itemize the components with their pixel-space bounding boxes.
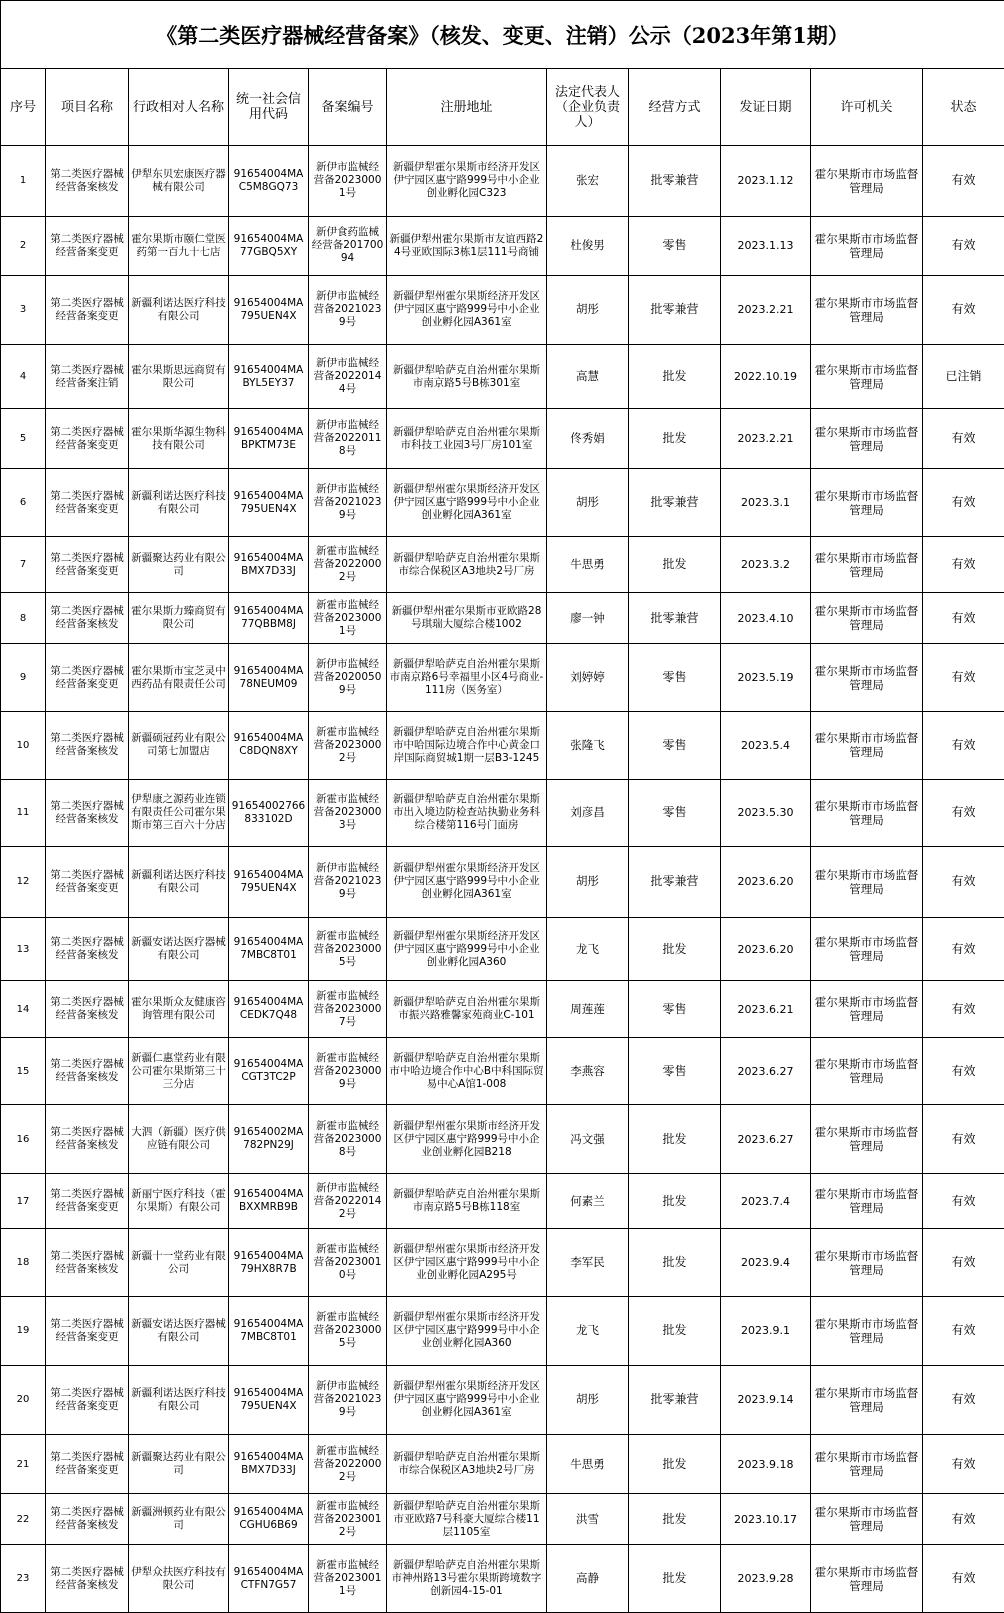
cell-agency: 霍尔果斯市市场监督管理局 [811, 1493, 923, 1544]
cell-code: 91654004MA77GBQ5XY [229, 216, 309, 276]
cell-status: 有效 [923, 1297, 1004, 1366]
cell-agency: 霍尔果斯市市场监督管理局 [811, 146, 923, 217]
cell-seq: 10 [1, 711, 46, 779]
cell-agency: 霍尔果斯市市场监督管理局 [811, 537, 923, 592]
table-row [1, 1229, 1004, 1297]
cell-rep: 胡彤 [547, 276, 629, 345]
cell-code: 91654004MACGT3TC2P [229, 1037, 309, 1105]
table-row [1, 468, 1004, 537]
cell-address: 新疆伊犁哈萨克自治州霍尔果斯市亚欧路7号科豪大厦综合楼11层1105室 [387, 1493, 547, 1544]
cell-code: 91654004MA78NEUM09 [229, 644, 309, 712]
cell-date: 2022.10.19 [721, 344, 811, 409]
cell-record: 新伊市监械经营备20200509号 [309, 644, 387, 712]
cell-status: 有效 [923, 1105, 1004, 1174]
cell-date: 2023.9.4 [721, 1229, 811, 1297]
cell-code: 91654004MA7MBC8T01 [229, 917, 309, 981]
cell-code: 91654004MABYL5EY37 [229, 344, 309, 409]
cell-rep: 高慧 [547, 344, 629, 409]
cell-mode: 批发 [629, 1229, 721, 1297]
cell-status: 有效 [923, 216, 1004, 276]
cell-agency: 霍尔果斯市市场监督管理局 [811, 981, 923, 1038]
cell-rep: 高静 [547, 1545, 629, 1613]
cell-record: 新霍市监械经营备20220002号 [309, 1435, 387, 1494]
cell-code: 91654004MAC8DQN8XY [229, 711, 309, 779]
cell-project: 第二类医疗器械经营备案核发 [46, 1037, 129, 1105]
cell-agency: 霍尔果斯市市场监督管理局 [811, 917, 923, 981]
cell-code: 91654004MABPKTM73E [229, 409, 309, 469]
cell-record: 新伊食药监械经营备20170094 [309, 216, 387, 276]
cell-rep: 胡彤 [547, 847, 629, 918]
cell-address: 新疆伊犁州霍尔果斯经济开发区伊宁园区惠宁路999号中小企业创业孵化园A360 [387, 917, 547, 981]
table-row [1, 216, 1004, 276]
cell-date: 2023.3.1 [721, 468, 811, 537]
cell-mode: 批发 [629, 1545, 721, 1613]
cell-status: 有效 [923, 1174, 1004, 1229]
cell-address: 新疆伊犁州霍尔果斯市经济开发区伊宁园区惠宁路999号中小企业创业孵化园A360 [387, 1297, 547, 1366]
cell-project: 第二类医疗器械经营备案变更 [46, 409, 129, 469]
cell-rep: 刘彦昌 [547, 779, 629, 847]
cell-address: 新疆伊犁哈萨克自治州霍尔果斯市出入境边防检查站执勤业务科综合楼第116号门面房 [387, 779, 547, 847]
cell-seq: 18 [1, 1229, 46, 1297]
cell-mode: 批零兼营 [629, 276, 721, 345]
cell-project: 第二类医疗器械经营备案核发 [46, 917, 129, 981]
cell-record: 新霍市监械经营备20230005号 [309, 917, 387, 981]
cell-status: 有效 [923, 1545, 1004, 1613]
cell-agency: 霍尔果斯市市场监督管理局 [811, 216, 923, 276]
cell-date: 2023.6.21 [721, 981, 811, 1038]
cell-code: 91654004MABMX7D33J [229, 537, 309, 592]
cell-name: 霍尔果斯市颐仁堂医药第一百九十七店 [129, 216, 229, 276]
cell-status: 有效 [923, 1229, 1004, 1297]
cell-mode: 零售 [629, 981, 721, 1038]
cell-date: 2023.9.28 [721, 1545, 811, 1613]
table-row [1, 644, 1004, 712]
cell-code: 91654004MA795UEN4X [229, 276, 309, 345]
cell-name: 新疆聚达药业有限公司 [129, 1435, 229, 1494]
header-name: 行政相对人名称 [129, 69, 229, 146]
cell-seq: 17 [1, 1174, 46, 1229]
cell-status: 有效 [923, 644, 1004, 712]
cell-mode: 批零兼营 [629, 468, 721, 537]
cell-agency: 霍尔果斯市市场监督管理局 [811, 592, 923, 643]
cell-seq: 7 [1, 537, 46, 592]
cell-date: 2023.4.10 [721, 592, 811, 643]
cell-record: 新霍市监械经营备20230009号 [309, 1037, 387, 1105]
cell-seq: 9 [1, 644, 46, 712]
cell-project: 第二类医疗器械经营备案变更 [46, 276, 129, 345]
cell-project: 第二类医疗器械经营备案核发 [46, 711, 129, 779]
cell-status: 有效 [923, 537, 1004, 592]
cell-code: 91654004MABMX7D33J [229, 1435, 309, 1494]
cell-record: 新伊市监械经营备20220144号 [309, 344, 387, 409]
cell-record: 新霍市监械经营备20230010号 [309, 1229, 387, 1297]
cell-address: 新疆伊犁州霍尔果斯市经济开发区伊宁园区惠宁路999号中小企业创业孵化园B218 [387, 1105, 547, 1174]
cell-rep: 李军民 [547, 1229, 629, 1297]
cell-name: 霍尔果斯市宝芝灵中西药品有限责任公司 [129, 644, 229, 712]
cell-project: 第二类医疗器械经营备案变更 [46, 1174, 129, 1229]
cell-name: 新疆仁惠堂药业有限公司霍尔果斯第三十三分店 [129, 1037, 229, 1105]
cell-code: 91654002MA782PN29J [229, 1105, 309, 1174]
cell-code: 91654004MA79HX8R7B [229, 1229, 309, 1297]
cell-seq: 23 [1, 1545, 46, 1613]
cell-mode: 批零兼营 [629, 1365, 721, 1435]
cell-mode: 批发 [629, 1435, 721, 1494]
header-date: 发证日期 [721, 69, 811, 146]
cell-agency: 霍尔果斯市市场监督管理局 [811, 1105, 923, 1174]
table-row [1, 409, 1004, 469]
cell-status: 有效 [923, 917, 1004, 981]
cell-date: 2023.6.27 [721, 1037, 811, 1105]
cell-address: 新疆伊犁州霍尔果斯经济开发区伊宁园区惠宁路999号中小企业创业孵化园A361室 [387, 1365, 547, 1435]
cell-address: 新疆伊犁州霍尔果斯市经济开发区伊宁园区惠宁路999号中小企业创业孵化园A295号 [387, 1229, 547, 1297]
cell-name: 大泗（新疆）医疗供应链有限公司 [129, 1105, 229, 1174]
cell-agency: 霍尔果斯市市场监督管理局 [811, 1174, 923, 1229]
cell-agency: 霍尔果斯市市场监督管理局 [811, 1037, 923, 1105]
cell-mode: 批发 [629, 537, 721, 592]
cell-address: 新疆伊犁州霍尔果斯经济开发区伊宁园区惠宁路999号中小企业创业孵化园A361室 [387, 468, 547, 537]
cell-seq: 4 [1, 344, 46, 409]
cell-record: 新霍市监械经营备20220002号 [309, 537, 387, 592]
cell-rep: 刘婷婷 [547, 644, 629, 712]
cell-name: 新疆利诺达医疗科技有限公司 [129, 1365, 229, 1435]
cell-mode: 批发 [629, 409, 721, 469]
cell-agency: 霍尔果斯市市场监督管理局 [811, 1435, 923, 1494]
cell-date: 2023.5.30 [721, 779, 811, 847]
cell-rep: 何素兰 [547, 1174, 629, 1229]
cell-seq: 15 [1, 1037, 46, 1105]
table-row [1, 981, 1004, 1038]
cell-project: 第二类医疗器械经营备案变更 [46, 216, 129, 276]
page-title: 《第二类医疗器械经营备案》（核发、变更、注销）公示（2023年第1期） [1, 1, 1004, 69]
cell-seq: 8 [1, 592, 46, 643]
cell-address: 新疆伊犁哈萨克自治州霍尔果斯市神州路13号霍尔果斯跨境数字创新园4-15-01 [387, 1545, 547, 1613]
cell-code: 91654002766833102D [229, 779, 309, 847]
cell-mode: 批发 [629, 917, 721, 981]
cell-date: 2023.6.20 [721, 917, 811, 981]
cell-record: 新霍市监械经营备20230012号 [309, 1493, 387, 1544]
cell-mode: 批零兼营 [629, 592, 721, 643]
cell-date: 2023.3.2 [721, 537, 811, 592]
cell-seq: 2 [1, 216, 46, 276]
cell-status: 有效 [923, 276, 1004, 345]
cell-project: 第二类医疗器械经营备案核发 [46, 1545, 129, 1613]
cell-date: 2023.5.4 [721, 711, 811, 779]
cell-agency: 霍尔果斯市市场监督管理局 [811, 1229, 923, 1297]
cell-name: 新疆安诺达医疗器械有限公司 [129, 917, 229, 981]
cell-project: 第二类医疗器械经营备案核发 [46, 981, 129, 1038]
header-seq: 序号 [1, 69, 46, 146]
cell-record: 新伊市监械经营备20210239号 [309, 847, 387, 918]
cell-status: 有效 [923, 1493, 1004, 1544]
header-status: 状态 [923, 69, 1004, 146]
header-mode: 经营方式 [629, 69, 721, 146]
cell-name: 新疆利诺达医疗科技有限公司 [129, 847, 229, 918]
cell-record: 新伊市监械经营备20210239号 [309, 276, 387, 345]
cell-name: 新疆聚达药业有限公司 [129, 537, 229, 592]
cell-name: 伊犁东贝宏康医疗器械有限公司 [129, 146, 229, 217]
cell-agency: 霍尔果斯市市场监督管理局 [811, 711, 923, 779]
cell-name: 霍尔果斯力臻商贸有限公司 [129, 592, 229, 643]
cell-status: 有效 [923, 146, 1004, 217]
cell-date: 2023.5.19 [721, 644, 811, 712]
cell-seq: 14 [1, 981, 46, 1038]
cell-seq: 3 [1, 276, 46, 345]
cell-agency: 霍尔果斯市市场监督管理局 [811, 1545, 923, 1613]
cell-status: 有效 [923, 1037, 1004, 1105]
cell-code: 91654004MA7MBC8T01 [229, 1297, 309, 1366]
header-rep: 法定代表人（企业负责人） [547, 69, 629, 146]
cell-mode: 批发 [629, 1105, 721, 1174]
cell-mode: 批发 [629, 344, 721, 409]
cell-address: 新疆伊犁州霍尔果斯市友谊西路24号亚欧国际3栋1层111号商铺 [387, 216, 547, 276]
cell-name: 新疆洲顿药业有限公司 [129, 1493, 229, 1544]
cell-status: 有效 [923, 592, 1004, 643]
cell-date: 2023.2.21 [721, 409, 811, 469]
header-code: 统一社会信用代码 [229, 69, 309, 146]
cell-name: 新疆硕冠药业有限公司第七加盟店 [129, 711, 229, 779]
cell-agency: 霍尔果斯市市场监督管理局 [811, 779, 923, 847]
cell-rep: 冯文强 [547, 1105, 629, 1174]
cell-project: 第二类医疗器械经营备案变更 [46, 644, 129, 712]
cell-project: 第二类医疗器械经营备案注销 [46, 344, 129, 409]
cell-date: 2023.2.21 [721, 276, 811, 345]
cell-project: 第二类医疗器械经营备案核发 [46, 1229, 129, 1297]
cell-status: 有效 [923, 711, 1004, 779]
cell-status: 有效 [923, 981, 1004, 1038]
cell-status: 有效 [923, 468, 1004, 537]
cell-project: 第二类医疗器械经营备案变更 [46, 1365, 129, 1435]
cell-record: 新伊市监械经营备20210239号 [309, 468, 387, 537]
table-row [1, 1037, 1004, 1105]
cell-date: 2023.1.13 [721, 216, 811, 276]
cell-code: 91654004MACGHU6B69 [229, 1493, 309, 1544]
cell-seq: 6 [1, 468, 46, 537]
cell-status: 已注销 [923, 344, 1004, 409]
table-row [1, 592, 1004, 643]
table-row [1, 1545, 1004, 1613]
cell-record: 新伊市监械经营备20230001号 [309, 146, 387, 217]
table-row [1, 711, 1004, 779]
header-address: 注册地址 [387, 69, 547, 146]
cell-code: 91654004MACTFN7G57 [229, 1545, 309, 1613]
cell-address: 新疆伊犁州霍尔果斯经济开发区伊宁园区惠宁路999号中小企业创业孵化园A361室 [387, 847, 547, 918]
cell-name: 霍尔果斯众友健康咨询管理有限公司 [129, 981, 229, 1038]
cell-rep: 胡彤 [547, 468, 629, 537]
cell-status: 有效 [923, 1435, 1004, 1494]
cell-rep: 洪雪 [547, 1493, 629, 1544]
cell-agency: 霍尔果斯市市场监督管理局 [811, 409, 923, 469]
cell-date: 2023.9.1 [721, 1297, 811, 1366]
cell-rep: 杜俊男 [547, 216, 629, 276]
cell-date: 2023.9.14 [721, 1365, 811, 1435]
cell-name: 伊犁众扶医疗科技有限公司 [129, 1545, 229, 1613]
cell-name: 新丽宁医疗科技（霍尔果斯）有限公司 [129, 1174, 229, 1229]
table-row [1, 1435, 1004, 1494]
cell-address: 新疆伊犁州霍尔果斯市亚欧路28号琪瑞大厦综合楼1002 [387, 592, 547, 643]
cell-agency: 霍尔果斯市市场监督管理局 [811, 644, 923, 712]
cell-name: 新疆利诺达医疗科技有限公司 [129, 276, 229, 345]
cell-seq: 5 [1, 409, 46, 469]
cell-rep: 牛思勇 [547, 1435, 629, 1494]
cell-mode: 批发 [629, 1493, 721, 1544]
cell-seq: 12 [1, 847, 46, 918]
cell-code: 91654004MA795UEN4X [229, 847, 309, 918]
table-row [1, 917, 1004, 981]
cell-address: 新疆伊犁哈萨克自治州霍尔果斯市综合保税区A3地块2号厂房 [387, 537, 547, 592]
cell-project: 第二类医疗器械经营备案核发 [46, 779, 129, 847]
cell-name: 伊犁康之源药业连锁有限责任公司霍尔果斯市第三百六十分店 [129, 779, 229, 847]
table-row [1, 1493, 1004, 1544]
cell-record: 新伊市监械经营备20220118号 [309, 409, 387, 469]
cell-code: 91654004MA795UEN4X [229, 468, 309, 537]
cell-code: 91654004MA795UEN4X [229, 1365, 309, 1435]
cell-rep: 廖一钟 [547, 592, 629, 643]
cell-name: 新疆十一堂药业有限公司 [129, 1229, 229, 1297]
cell-address: 新疆伊犁哈萨克自治州霍尔果斯市中哈国际边境合作中心黄金口岸国际商贸城1期一层B3-1245 [387, 711, 547, 779]
cell-agency: 霍尔果斯市市场监督管理局 [811, 468, 923, 537]
cell-rep: 龙飞 [547, 1297, 629, 1366]
cell-project: 第二类医疗器械经营备案变更 [46, 1297, 129, 1366]
table-row [1, 1297, 1004, 1366]
cell-agency: 霍尔果斯市市场监督管理局 [811, 276, 923, 345]
cell-address: 新疆伊犁州霍尔果斯经济开发区伊宁园区惠宁路999号中小企业创业孵化园A361室 [387, 276, 547, 345]
cell-name: 新疆利诺达医疗科技有限公司 [129, 468, 229, 537]
cell-seq: 16 [1, 1105, 46, 1174]
cell-record: 新霍市监械经营备20230008号 [309, 1105, 387, 1174]
table-row [1, 537, 1004, 592]
cell-rep: 牛思勇 [547, 537, 629, 592]
cell-rep: 张隆飞 [547, 711, 629, 779]
cell-rep: 胡彤 [547, 1365, 629, 1435]
cell-mode: 零售 [629, 779, 721, 847]
cell-seq: 13 [1, 917, 46, 981]
cell-agency: 霍尔果斯市市场监督管理局 [811, 1365, 923, 1435]
cell-project: 第二类医疗器械经营备案核发 [46, 592, 129, 643]
cell-name: 霍尔果斯华源生物科技有限公司 [129, 409, 229, 469]
cell-address: 新疆伊犁哈萨克自治州霍尔果斯市科技工业园3号厂房101室 [387, 409, 547, 469]
cell-seq: 19 [1, 1297, 46, 1366]
cell-date: 2023.9.18 [721, 1435, 811, 1494]
cell-date: 2023.7.4 [721, 1174, 811, 1229]
table-row [1, 1365, 1004, 1435]
cell-seq: 20 [1, 1365, 46, 1435]
cell-rep: 李燕容 [547, 1037, 629, 1105]
cell-name: 新疆安诺达医疗器械有限公司 [129, 1297, 229, 1366]
cell-mode: 批零兼营 [629, 146, 721, 217]
cell-date: 2023.10.17 [721, 1493, 811, 1544]
cell-mode: 零售 [629, 711, 721, 779]
cell-seq: 21 [1, 1435, 46, 1494]
cell-address: 新疆伊犁霍尔果斯市经济开发区伊宁园区惠宁路999号中小企业创业孵化园C323 [387, 146, 547, 217]
cell-mode: 零售 [629, 644, 721, 712]
header-row [1, 69, 1004, 146]
cell-address: 新疆伊犁哈萨克自治州霍尔果斯市综合保税区A3地块2号厂房 [387, 1435, 547, 1494]
cell-address: 新疆伊犁哈萨克自治州霍尔果斯市中哈边境合作中心B中科国际贸易中心A馆1-008 [387, 1037, 547, 1105]
cell-status: 有效 [923, 1365, 1004, 1435]
cell-date: 2023.6.27 [721, 1105, 811, 1174]
cell-mode: 零售 [629, 216, 721, 276]
cell-project: 第二类医疗器械经营备案核发 [46, 1493, 129, 1544]
cell-name: 霍尔果斯思远商贸有限公司 [129, 344, 229, 409]
cell-project: 第二类医疗器械经营备案核发 [46, 146, 129, 217]
cell-address: 新疆伊犁哈萨克自治州霍尔果斯市南京路5号B栋118室 [387, 1174, 547, 1229]
table-row [1, 146, 1004, 217]
cell-project: 第二类医疗器械经营备案核发 [46, 1105, 129, 1174]
cell-rep: 周莲莲 [547, 981, 629, 1038]
cell-date: 2023.6.20 [721, 847, 811, 918]
cell-seq: 1 [1, 146, 46, 217]
cell-mode: 批发 [629, 1297, 721, 1366]
cell-record: 新霍市监械经营备20230007号 [309, 981, 387, 1038]
header-project: 项目名称 [46, 69, 129, 146]
cell-record: 新霍市监械经营备20230001号 [309, 592, 387, 643]
cell-record: 新伊市监械经营备20210239号 [309, 1365, 387, 1435]
cell-project: 第二类医疗器械经营备案变更 [46, 537, 129, 592]
cell-date: 2023.1.12 [721, 146, 811, 217]
cell-seq: 11 [1, 779, 46, 847]
cell-record: 新霍市监械经营备20230003号 [309, 779, 387, 847]
table-row [1, 847, 1004, 918]
table-row [1, 1174, 1004, 1229]
cell-status: 有效 [923, 779, 1004, 847]
cell-address: 新疆伊犁哈萨克自治州霍尔果斯市南京路5号B栋301室 [387, 344, 547, 409]
table-row [1, 1105, 1004, 1174]
cell-mode: 批零兼营 [629, 847, 721, 918]
cell-agency: 霍尔果斯市市场监督管理局 [811, 1297, 923, 1366]
cell-mode: 批发 [629, 1174, 721, 1229]
cell-code: 91654004MAC5M8GQ73 [229, 146, 309, 217]
cell-agency: 霍尔果斯市市场监督管理局 [811, 847, 923, 918]
cell-record: 新霍市监械经营备20230002号 [309, 711, 387, 779]
header-record: 备案编号 [309, 69, 387, 146]
cell-code: 91654004MACEDK7Q48 [229, 981, 309, 1038]
cell-rep: 佟秀娟 [547, 409, 629, 469]
cell-address: 新疆伊犁哈萨克自治州霍尔果斯市南京路6号幸福里小区4号商业-111房（医务室） [387, 644, 547, 712]
cell-rep: 龙飞 [547, 917, 629, 981]
cell-seq: 22 [1, 1493, 46, 1544]
cell-code: 91654004MABXXMRB9B [229, 1174, 309, 1229]
cell-status: 有效 [923, 409, 1004, 469]
header-agency: 许可机关 [811, 69, 923, 146]
cell-record: 新霍市监械经营备20230005号 [309, 1297, 387, 1366]
cell-address: 新疆伊犁哈萨克自治州霍尔果斯市振兴路雅馨家苑商业C-101 [387, 981, 547, 1038]
cell-project: 第二类医疗器械经营备案变更 [46, 468, 129, 537]
cell-project: 第二类医疗器械经营备案变更 [46, 847, 129, 918]
cell-record: 新霍市监械经营备20230011号 [309, 1545, 387, 1613]
table-body [1, 146, 1004, 1613]
cell-record: 新伊市监械经营备20220142号 [309, 1174, 387, 1229]
cell-rep: 张宏 [547, 146, 629, 217]
cell-mode: 零售 [629, 1037, 721, 1105]
table-row [1, 276, 1004, 345]
cell-code: 91654004MA77QBBM8J [229, 592, 309, 643]
cell-project: 第二类医疗器械经营备案变更 [46, 1435, 129, 1494]
cell-status: 有效 [923, 847, 1004, 918]
cell-agency: 霍尔果斯市市场监督管理局 [811, 344, 923, 409]
table-row [1, 779, 1004, 847]
table-row [1, 344, 1004, 409]
